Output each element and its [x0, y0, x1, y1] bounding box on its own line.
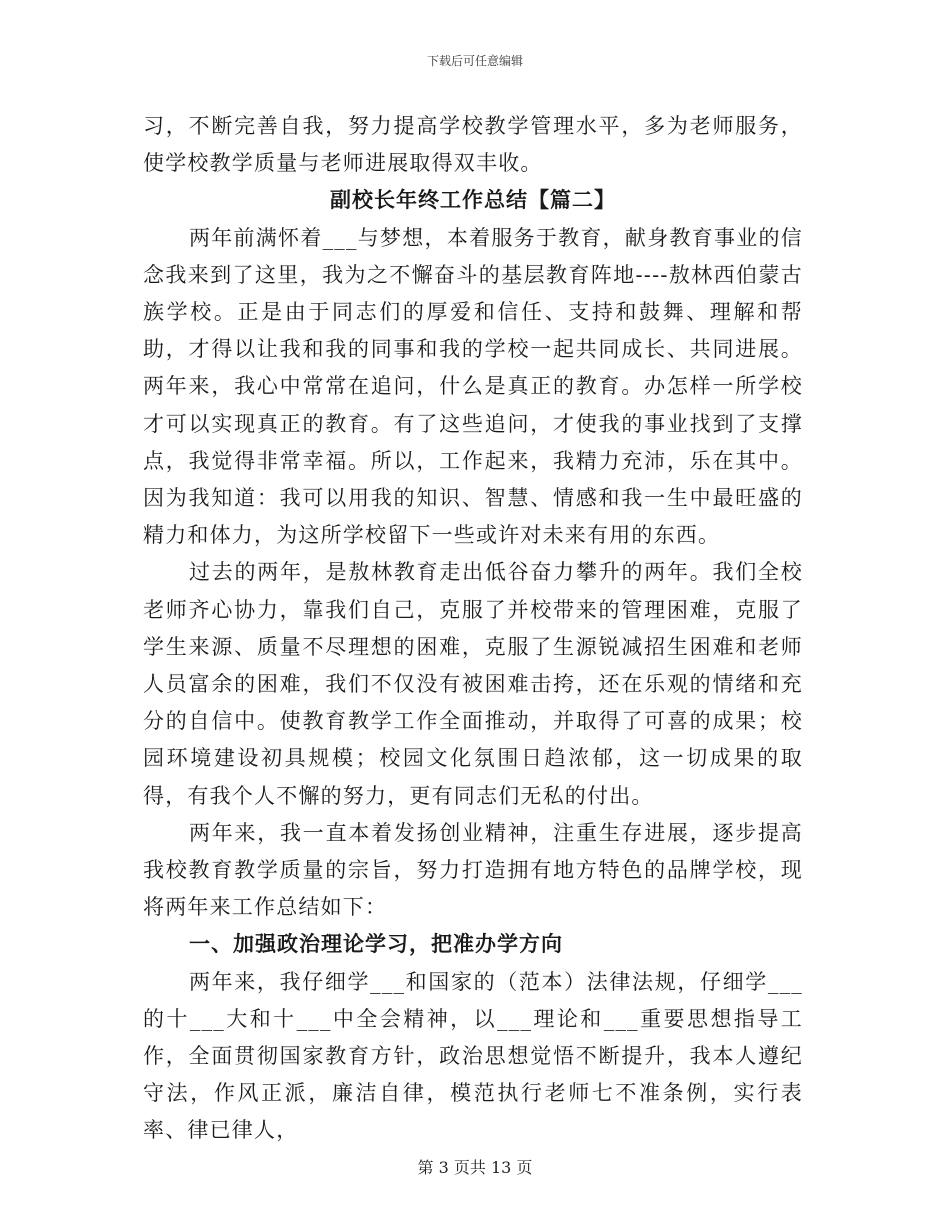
paragraph-1: 两年前满怀着___与梦想，本着服务于教育，献身教育事业的信念我来到了这里，我为之不懈奋斗的基层教育阵地----敖林西伯蒙古族学校。正是由于同志们的厚爱和信任、支持和鼓舞、理解和帮助，才得以让我和我的同事和我的学校一起共同成长、共同进展。两年来，我心中常常在追问，什么是真正的教育。办怎样一所学校才可以实现真正的教育。有了这些追问，才使我的事业找到了支撑点，我觉得非常幸福。所以，工作起来，我精力充沛，乐在其中。因为我知道：我可以用我的知识、智慧、情感和我一生中最旺盛的精力和体力，为这所学校留下一些或许对未来有用的东西。 — [143, 225, 803, 548]
document-body — [143, 108, 803, 1150]
paragraph-4: 两年来，我仔细学___和国家的（范本）法律法规，仔细学___的十___大和十___中全会精神，以___理论和___重要思想指导工作，全面贯彻国家教育方针，政治思想觉悟不断提升，我本人遵纪守法，作风正派，廉洁自律，模范执行老师七不准条例，实行表率、律已律人， — [143, 969, 803, 1143]
paragraph-2: 过去的两年，是敖林教育走出低谷奋力攀升的两年。我们全校老师齐心协力，靠我们自己，克服了并校带来的管理困难，克服了学生来源、质量不尽理想的困难，克服了生源锐减招生困难和老师人员富余的困难，我们不仅没有被困难击挎，还在乐观的情绪和充分的自信中。使教育教学工作全面推动，并取得了可喜的成果；校园环境建设初具规模；校园文化氛围日趋浓郁，这一切成果的取得，有我个人不懈的努力，更有同志们无私的付出。 — [143, 560, 803, 808]
paragraph-continued: 习，不断完善自我，努力提高学校教学管理水平，多为老师服务，使学校教学质量与老师进展取得双丰收。 — [143, 114, 803, 176]
page-header-note: 下载后可任意编辑 — [426, 54, 523, 68]
subheading-1: 一、加强政治理论学习，把准办学方向 — [189, 932, 563, 957]
section-title: 副校长年终工作总结【篇二】 — [330, 188, 616, 213]
page-number: 第 3 页共 13 页 — [417, 1158, 533, 1177]
paragraph-3: 两年来，我一直本着发扬创业精神，注重生存进展，逐步提高我校教育教学质量的宗旨，努力打造拥有地方特色的品牌学校，现将两年来工作总结如下： — [143, 820, 803, 920]
